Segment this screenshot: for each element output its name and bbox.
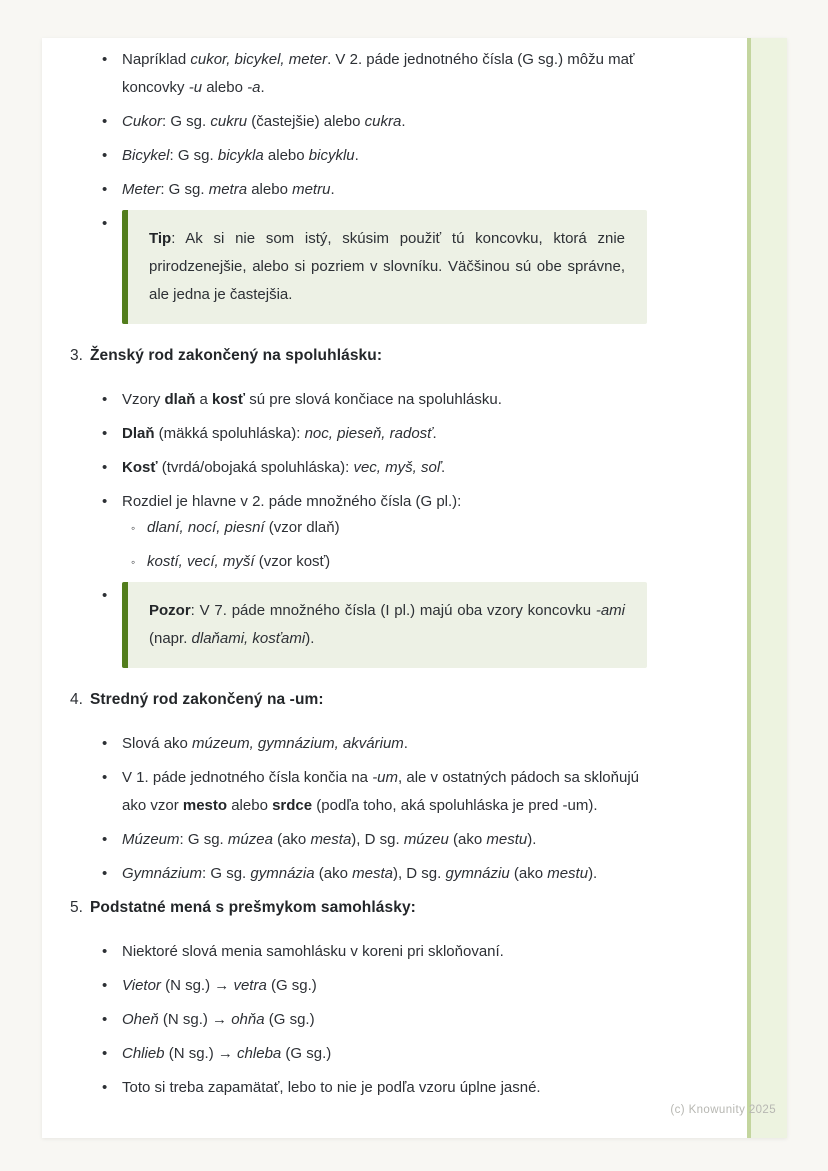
circle-bullet-icon: ◦ [131, 521, 136, 535]
bullet-icon: • [102, 181, 108, 198]
list-item-text: Meter: G sg. metra alebo metru. [122, 181, 335, 198]
document-page [42, 38, 787, 1138]
circle-bullet-icon: ◦ [131, 555, 136, 569]
list-item-text: kostí, vecí, myší (vzor kosť) [147, 553, 331, 570]
list-item [131, 548, 647, 576]
list-item [102, 582, 647, 668]
list-item [102, 176, 647, 204]
bullet-icon: • [102, 425, 108, 442]
section-3-heading [70, 342, 647, 370]
list-item [102, 1074, 647, 1102]
bullet-icon: • [102, 977, 108, 994]
bullet-icon: • [102, 1011, 108, 1028]
tip-callout-text: Tip: Ak si nie som istý, skúsim použiť tú koncovku, ktorá znie prirodzenejšie, alebo si pozriem v slovníku. Väčšinou sú obe správne, ale jedna je častejšia. [149, 230, 625, 303]
list-item-text: Kosť (tvrdá/obojaká spoluhláska): vec, myš, soľ. [122, 459, 446, 476]
list-item-text: Oheň (N sg.) → ohňa (G sg.) [122, 1011, 315, 1028]
list-item-text: Bicykel: G sg. bicykla alebo bicyklu. [122, 147, 359, 164]
list-item-text: Rozdiel je hlavne v 2. páde množného čísla (G pl.): [122, 493, 462, 510]
list-item [102, 1006, 647, 1034]
pozor-callout [122, 582, 647, 668]
list-item [102, 210, 647, 324]
list-item [102, 730, 647, 758]
bullet-icon: • [102, 769, 108, 786]
list-item-text: Slová ako múzeum, gymnázium, akvárium. [122, 735, 408, 752]
list-item-text: Gymnázium: G sg. gymnázia (ako mesta), D sg. gymnáziu (ako mestu). [122, 865, 598, 882]
list-item [102, 938, 647, 966]
list-item-text: Niektoré slová menia samohlásku v koreni pri skloňovaní. [122, 943, 504, 960]
list-item-text: Múzeum: G sg. múzea (ako mesta), D sg. múzeu (ako mestu). [122, 831, 537, 848]
bullet-icon: • [102, 1045, 108, 1062]
list-item [102, 420, 647, 448]
list-item-text: Napríklad cukor, bicykel, meter. V 2. páde jednotného čísla (G sg.) môžu mať koncovky -u alebo -a. [122, 51, 635, 96]
list-item [102, 46, 647, 102]
list-item-text: Chlieb (N sg.) → chleba (G sg.) [122, 1045, 332, 1062]
list-item-text: dlaní, nocí, piesní (vzor dlaň) [147, 519, 340, 536]
section-4-heading [70, 686, 647, 714]
list-item [102, 764, 647, 820]
bullet-icon: • [102, 735, 108, 752]
list-item [102, 826, 647, 854]
list-item [102, 488, 647, 516]
bullet-icon: • [102, 943, 108, 960]
sub-list [70, 514, 647, 576]
copyright-watermark: (c) Knowunity 2025 [670, 1104, 776, 1116]
list-item-text: Vietor (N sg.) → vetra (G sg.) [122, 977, 317, 994]
pozor-callout-text: Pozor: V 7. páde množného čísla (I pl.) majú oba vzory koncovku -ami (napr. dlaňami, kosťami). [149, 602, 625, 647]
bullet-icon: • [102, 831, 108, 848]
list-item-text: Toto si treba zapamätať, lebo to nie je podľa vzoru úplne jasné. [122, 1079, 541, 1096]
bullet-icon: • [102, 215, 108, 232]
bullet-icon: • [102, 865, 108, 882]
section-number: 5. [70, 899, 83, 916]
list-item-text: V 1. páde jednotného čísla končia na -um, ale v ostatných pádoch sa skloňujú ako vzor mesto alebo srdce (podľa toho, aká spoluhláska je pred -um). [122, 769, 640, 814]
list-item-text: Dlaň (mäkká spoluhláska): noc, pieseň, radosť. [122, 425, 437, 442]
section-title: Stredný rod zakončený na -um: [89, 691, 324, 708]
bullet-icon: • [102, 1079, 108, 1096]
list-item [102, 860, 647, 888]
bullet-icon: • [102, 391, 108, 408]
section-5-heading [70, 894, 647, 922]
list-item [102, 386, 647, 414]
list-item-text: Vzory dlaň a kosť sú pre slová končiace na spoluhlásku. [122, 391, 502, 408]
list-item [102, 972, 647, 1000]
section-number: 3. [70, 347, 83, 364]
list-item-text: Cukor: G sg. cukru (častejšie) alebo cukra. [122, 113, 406, 130]
document-content [42, 38, 787, 1102]
list-item [102, 142, 647, 170]
list-item [102, 108, 647, 136]
bullet-icon: • [102, 459, 108, 476]
bullet-icon: • [102, 493, 108, 510]
list-item [131, 514, 647, 542]
bullet-icon: • [102, 587, 108, 604]
section-number: 4. [70, 691, 83, 708]
section-title: Ženský rod zakončený na spoluhlásku: [89, 347, 383, 364]
bullet-icon: • [102, 113, 108, 130]
list-item [102, 1040, 647, 1068]
section-title: Podstatné mená s prešmykom samohlásky: [89, 899, 416, 916]
bullet-icon: • [102, 147, 108, 164]
tip-callout [122, 210, 647, 324]
list-item [102, 454, 647, 482]
bullet-icon: • [102, 51, 108, 68]
